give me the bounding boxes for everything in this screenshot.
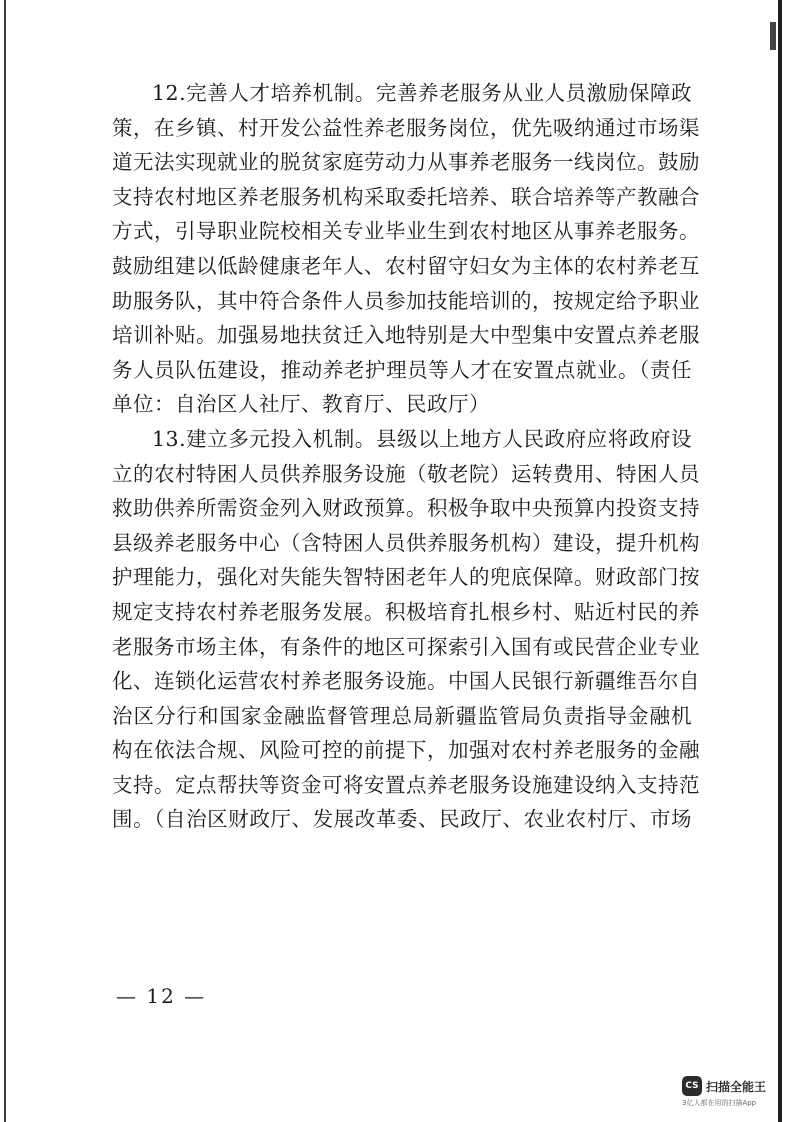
para-2-line-2: 立的农村特困人员供养服务设施（敬老院）运转费用、特困人员 (112, 461, 700, 486)
watermark-app-name: 扫描全能王 (706, 1079, 767, 1094)
camscanner-logo-icon: CS (682, 1076, 702, 1096)
para-2-line-3: 救助供养所需资金列入财政预算。积极争取中央预算内投资支持 (112, 496, 700, 521)
para-1-line-8: 培训补贴。加强易地扶贫迁入地特别是大中型集中安置点养老服 (112, 323, 700, 348)
para-2-line-12: 围。（自治区财政厅、发展改革委、民政厅、农业农村厅、市场 (112, 807, 692, 832)
para-2-line-4: 县级养老服务中心（含特困人员供养服务机构）建设，提升机构 (112, 530, 700, 555)
para-1-line-5: 方式，引导职业院校相关专业毕业生到农村地区从事养老服务。 (112, 219, 700, 244)
page-number: — 12 — (116, 984, 207, 1008)
para-1-line-7: 助服务队，其中符合条件人员参加技能培训的，按规定给予职业 (112, 288, 700, 313)
watermark-tagline: 3亿人都在用的扫描App (682, 1099, 757, 1107)
scan-edge-mark (770, 22, 776, 50)
para-2-line-5: 护理能力，强化对失能失智特困老年人的兜底保障。财政部门按 (112, 565, 700, 590)
para-2-line-6: 规定支持农村养老服务发展。积极培育扎根乡村、贴近村民的养 (112, 599, 700, 624)
para-1-line-6: 鼓励组建以低龄健康老年人、农村留守妇女为主体的农村养老互 (112, 253, 700, 278)
para-1-line-9: 务人员队伍建设，推动养老护理员等人才在安置点就业。（责任 (112, 357, 692, 382)
para-1-line-10: 单位：自治区人社厅、教育厅、民政厅） (112, 392, 490, 417)
scan-edge-right (778, 0, 782, 1122)
para-1-line-3: 道无法实现就业的脱贫家庭劳动力从事养老服务一线岗位。鼓励 (112, 150, 700, 175)
document-body (112, 76, 700, 837)
para-1-line-4: 支持农村地区养老服务机构采取委托培养、联合培养等产教融合 (112, 184, 700, 209)
para-1-line-1: 12.完善人才培养机制。完善养老服务从业人员激励保障政 (152, 81, 692, 105)
para-2-line-8: 化、连锁化运营农村养老服务设施。中国人民银行新疆维吾尔自 (112, 669, 700, 694)
para-2-line-9: 治区分行和国家金融监督管理总局新疆监管局负责指导金融机 (112, 703, 692, 728)
para-2-line-11: 支持。定点帮扶等资金可将安置点养老服务设施建设纳入支持范 (112, 772, 700, 797)
scanner-watermark (682, 1076, 782, 1108)
para-1-line-2: 策，在乡镇、村开发公益性养老服务岗位，优先吸纳通过市场渠 (112, 115, 700, 140)
scan-edge-left (4, 0, 6, 1122)
para-2-line-7: 老服务市场主体，有条件的地区可探索引入国有或民营企业专业 (112, 634, 700, 659)
para-2-line-10: 构在依法合规、风险可控的前提下，加强对农村养老服务的金融 (112, 738, 700, 763)
para-2-line-1: 13.建立多元投入机制。县级以上地方人民政府应将政府设 (152, 426, 692, 451)
